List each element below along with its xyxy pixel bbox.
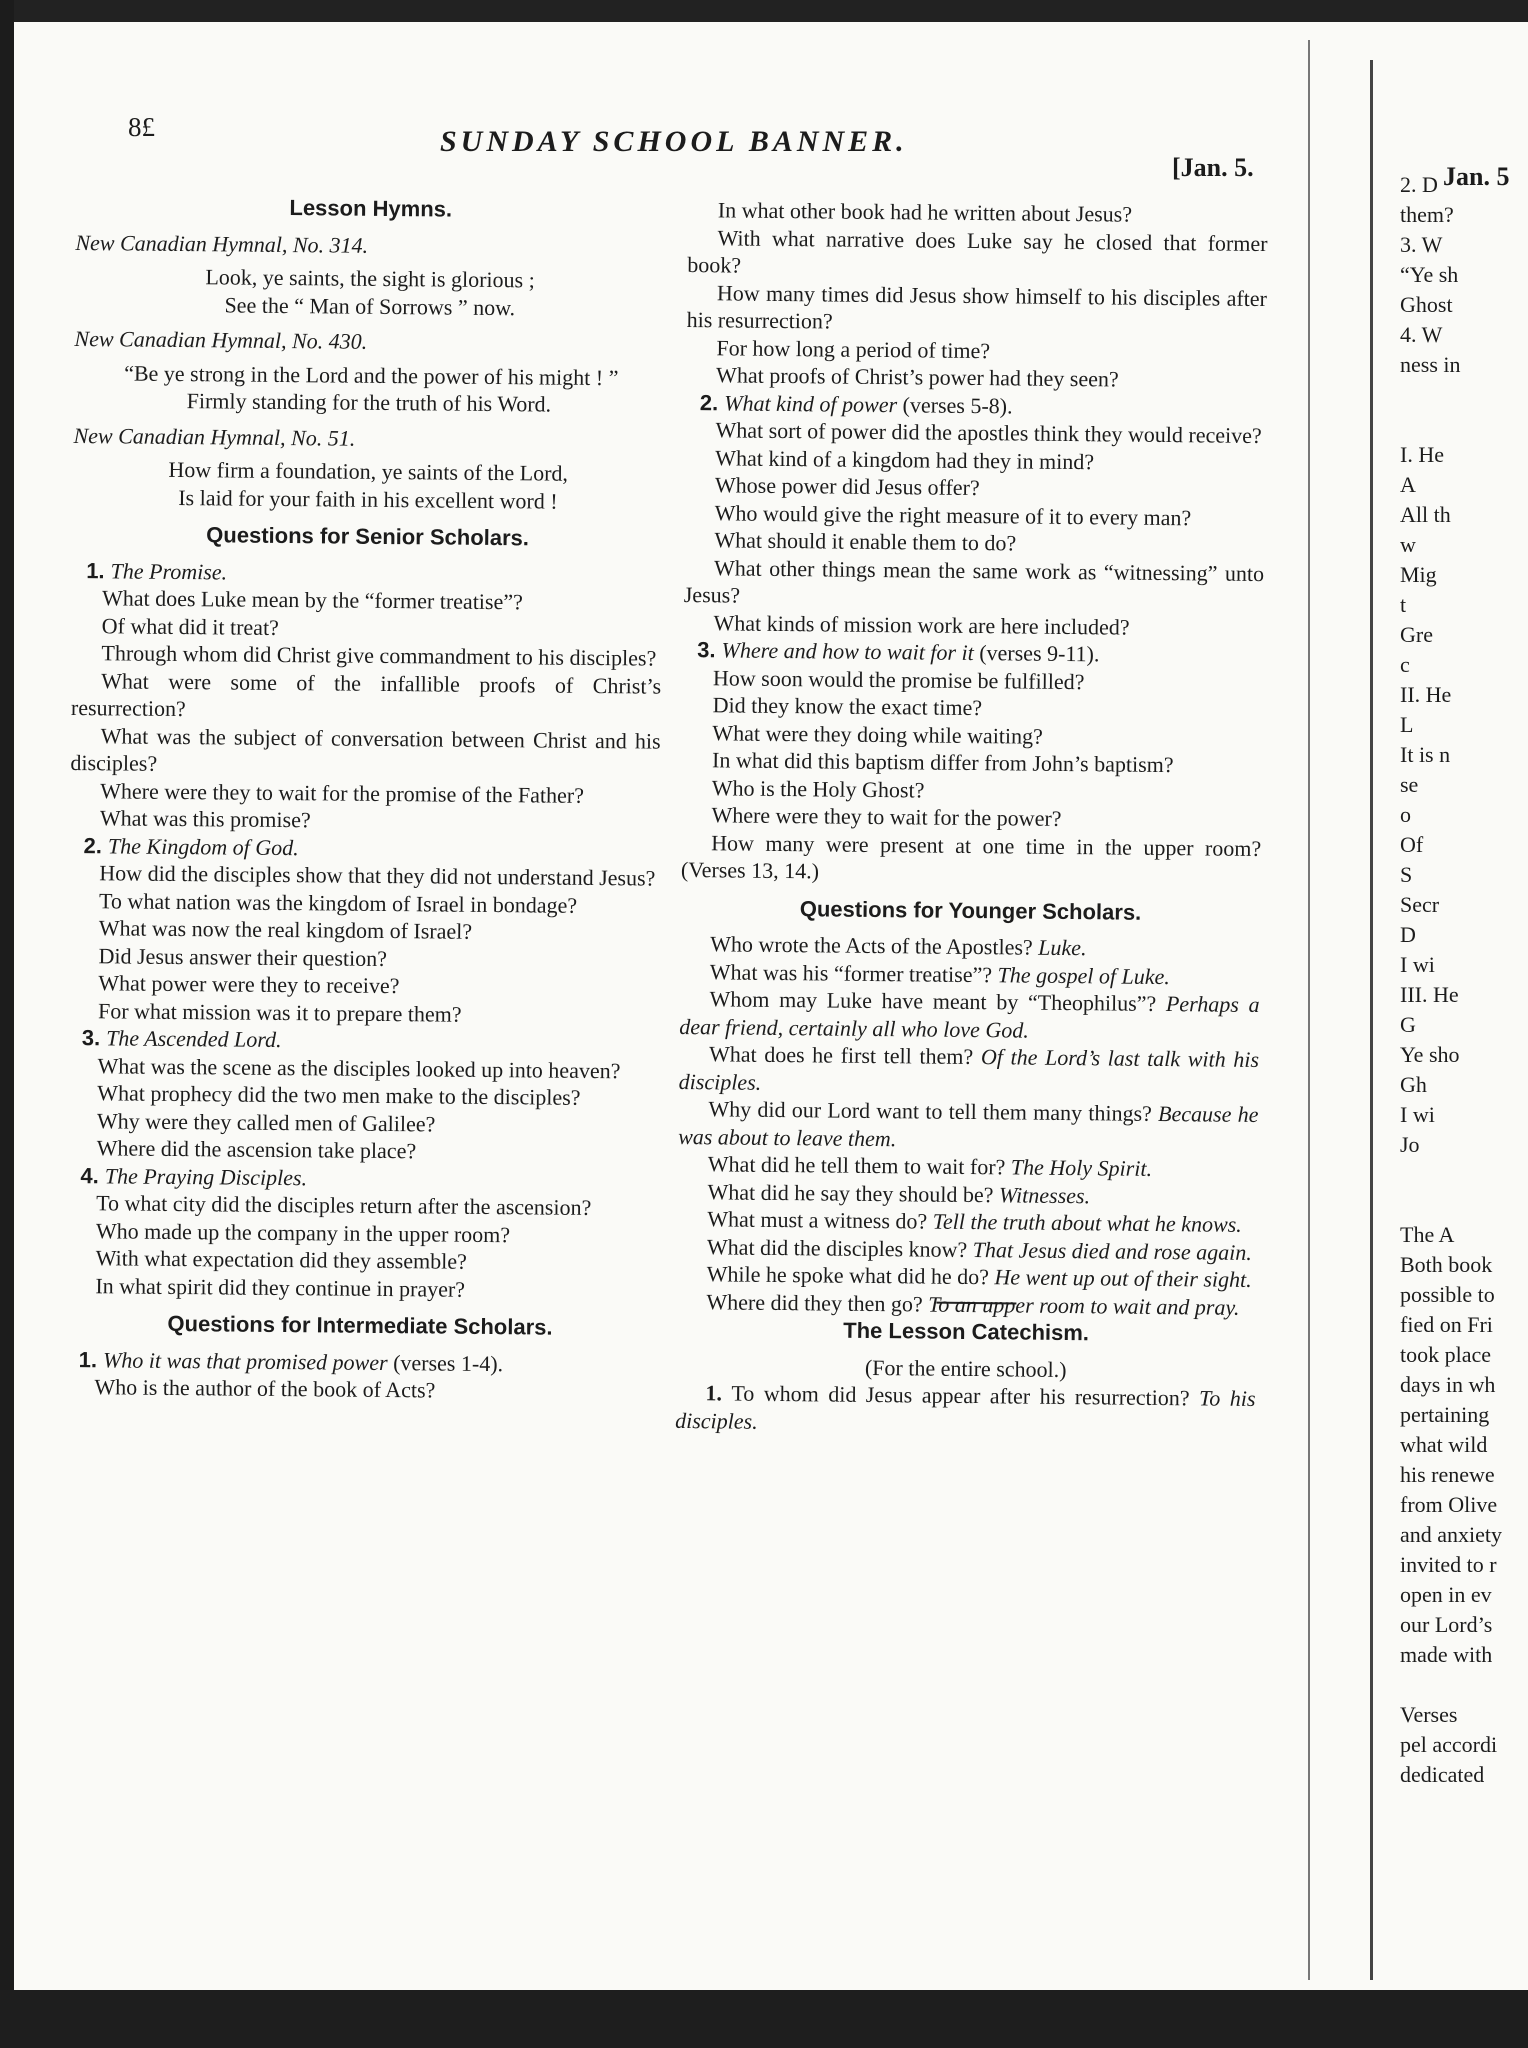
fragment-line: o [1400,802,1411,827]
question: What power were they to receive? [98,970,400,999]
fragment-line: II. He [1400,682,1452,707]
fragment-line: days in wh [1400,1372,1496,1397]
item-number: 1. [705,1380,732,1406]
section-title-text: The Ascended Lord. [106,1025,282,1053]
question: What did he tell them to wait for? [707,1151,1011,1180]
question: What other things mean the same work as “witnessing” unto Jesus? [683,554,1265,608]
fragment-line: Both book [1400,1252,1493,1277]
fragment-line: dedicated [1400,1762,1485,1787]
question: Why were they called men of Galilee? [96,1107,436,1136]
catechism-list [675,1379,1256,1440]
fragment-line: III. He [1400,982,1459,1007]
question: Why did our Lord want to tell them many things? [708,1096,1159,1126]
fragment-line: pel accordi [1400,1732,1498,1757]
question: To whom did Jesus appear after his resurrection? [731,1380,1200,1411]
fragment-line: Secr [1400,892,1440,917]
fragment-line: I wi [1400,952,1435,977]
fragment-line: Gh [1400,1072,1427,1097]
question: What were they doing while waiting? [712,719,1044,749]
question-answer [679,985,1260,1046]
section-title-text: The Praying Disciples. [104,1162,308,1190]
question: How many were present at one time in the upper room? (Verses 13, 14.) [680,829,1262,884]
hymn-line: Look, ye saints, the sight is glorious ; [205,264,535,293]
answer: Perhaps a dear friend, certainly all who love God. [679,991,1260,1043]
fragment-line: S [1400,862,1413,887]
fragment-line: All th [1400,502,1451,527]
question: What must a witness do? [707,1206,933,1234]
answer: Because he was about to leave them. [678,1100,1259,1151]
question: What was the subject of conversation between Christ and his disciples? [70,722,661,776]
fragment-line [1400,1670,1528,1700]
question: How many times did Jesus show himself to his disciples after his resurrection? [686,279,1268,334]
section-verse-ref: (verses 9-11). [979,640,1100,667]
question: How soon would the promise be fulfilled? [712,664,1085,694]
hymn-source: New Canadian Hymnal, No. 51. [73,422,356,451]
question: To what nation was the kingdom of Israel in bondage? [98,887,578,918]
fragment-line: Gre [1400,622,1433,647]
answer: Luke. [1038,934,1087,961]
question: For what mission was it to prepare them? [97,997,462,1027]
fragment-line: G [1400,1012,1416,1037]
question: With what expectation did they assemble? [95,1245,467,1274]
question: While he spoke what did he do? [706,1261,995,1290]
question: Of what did it treat? [101,612,280,640]
question: Who made up the company in the upper room? [95,1217,511,1247]
question: In what did this baptism differ from John’s baptism? [711,747,1174,778]
fragment-line: our Lord’s [1400,1612,1493,1637]
fragment-line: Of [1400,832,1424,857]
question: For how long a period of time? [716,334,991,363]
fragment-line: Mig [1400,562,1437,587]
question: What kind of a kingdom had they in mind? [715,444,1095,474]
section-number: 3. [81,1025,101,1051]
question: Who is the author of the book of Acts? [94,1374,436,1403]
hymn-line: Firmly standing for the truth of his Word. [186,388,552,417]
fragment-line: 3. W [1400,232,1443,257]
hymn-line: “Be ye strong in the Lord and the power of his might ! ” [124,359,619,390]
fragment-line: I. He [1400,442,1444,467]
fragment-line: from Olive [1400,1492,1498,1517]
scan-border-bottom [0,1990,1528,2048]
question: What was this promise? [99,805,311,833]
question: What was the scene as the disciples looked up into heaven? [97,1052,621,1083]
question: Did Jesus answer their question? [98,942,388,971]
question: What prophecy did the two men make to the disciples? [97,1080,581,1110]
answer: That Jesus died and rose again. [972,1236,1252,1265]
answer: Witnesses. [998,1181,1091,1208]
question: Who wrote the Acts of the Apostles? [710,931,1039,960]
question: Where did the ascension take place? [96,1135,417,1164]
fragment-line: A [1400,472,1416,497]
fragment-line: 2. D [1400,172,1438,197]
question: What should it enable them to do? [714,527,1017,556]
section-title-text: The Promise. [110,557,228,584]
scan-border-left [0,0,14,2048]
question: What does Luke mean by the “former treatise”? [101,585,523,615]
heading-lesson-catechism: The Lesson Catechism. [843,1317,1090,1346]
question: To what city did the disciples return after the ascension? [96,1190,592,1220]
fragment-line: w [1400,532,1416,557]
section-number: 1. [78,1346,98,1372]
fragment-line: open in ev [1400,1582,1492,1607]
fragment-line: took place [1400,1342,1492,1367]
intermediate-question-list-continued [681,196,1268,890]
fragment-line: The A [1400,1222,1455,1247]
question: With what narrative does Luke say he closed that former book? [687,224,1268,278]
fragment-line: fied on Fri [1400,1312,1493,1337]
fragment-line: t [1400,592,1407,617]
senior-question-list [65,556,662,1304]
section-title-text: What kind of power [724,389,903,417]
question-answer [678,1095,1259,1156]
heading-senior-scholars: Questions for Senior Scholars. [206,522,530,551]
question: Who would give the right measure of it to every man? [714,499,1192,530]
section-number: 2. [83,832,103,858]
fragment-line: made with [1400,1642,1493,1667]
fragment-line: them? [1400,202,1454,227]
fragment-line: Ye sho [1400,1042,1460,1067]
scan-border-top [0,0,1528,22]
catechism-subheading: (For the entire school.) [864,1354,1067,1382]
section-number: 2. [699,389,719,415]
hymn-line: How firm a foundation, ye saints of the Lord, [168,456,569,486]
fragment-line: c [1400,652,1410,677]
fragment-line [1400,380,1528,410]
fragment-line: se [1400,772,1419,797]
question-answer [679,1040,1260,1101]
fragment-line: D [1400,922,1416,947]
question: Where did they then go? [706,1288,929,1317]
hymn-line: Is laid for your faith in his excellent word ! [178,484,558,514]
page-gutter-shadow [1308,40,1310,1980]
answer: The gospel of Luke. [997,961,1171,989]
fragment-line: pertaining [1400,1402,1490,1427]
fragment-line: 4. W [1400,322,1443,347]
heading-younger-scholars: Questions for Younger Scholars. [799,895,1142,925]
running-head-title: SUNDAY SCHOOL BANNER. [440,125,908,158]
fragment-line: invited to r [1400,1552,1497,1577]
question: What kinds of mission work are here included? [713,609,1130,640]
question: Where were they to wait for the power? [711,802,1062,831]
heading-intermediate-scholars: Questions for Intermediate Scholars. [167,1310,553,1340]
answer: Of the Lord’s last talk with his disciples. [678,1044,1260,1095]
answer: He went up out of their sight. [994,1264,1252,1292]
section-number: 1. [86,557,105,583]
hymn-source: New Canadian Hymnal, No. 430. [74,325,368,354]
fragment-line: possible to [1400,1282,1495,1307]
fragment-line [1400,1160,1528,1190]
question: Who is the Holy Ghost? [711,774,925,803]
fragment-line: ness in [1400,352,1461,377]
intermediate-question-list [64,1345,655,1406]
answer: The Holy Spirit. [1010,1154,1153,1181]
question: What was now the real kingdom of Israel? [98,915,473,944]
section-number: 3. [697,637,716,663]
question: What sort of power did the apostles think they would receive? [715,417,1262,449]
question: Through whom did Christ give commandment to his disciples? [101,640,657,671]
question: What were some of the infallible proofs of Christ’s resurrection? [70,667,662,722]
section-title-text: Who it was that promised power [102,1346,394,1375]
right-column [675,196,1268,1440]
page-number: 8£ [128,112,155,142]
fragment-line: Verses [1400,1702,1458,1727]
facing-page-fragments [1400,170,1528,1790]
fragment-line: I wi [1400,1102,1435,1127]
hymn-source: New Canadian Hymnal, No. 314. [75,229,369,258]
fragment-line: “Ye sh [1400,262,1459,287]
left-column [64,182,666,1406]
section-title-text: Where and how to wait for it [721,637,980,666]
question: What proofs of Christ’s power had they seen? [715,362,1119,392]
fragment-line [1400,1190,1528,1220]
heading-lesson-hymns: Lesson Hymns. [289,195,453,222]
question: In what other book had he written about Jesus? [717,197,1133,227]
question: What did the disciples know? [706,1233,973,1262]
answer: To his disciples. [675,1385,1256,1434]
question: What did he say they should be? [707,1178,1000,1207]
fragment-line [1400,410,1528,440]
section-number: 4. [80,1162,99,1188]
question: Whose power did Jesus offer? [714,472,980,501]
younger-question-list [676,930,1260,1321]
catechism-item [675,1379,1256,1440]
question: How did the disciples show that they did not understand Jesus? [99,860,656,891]
question: Did they know the exact time? [712,692,983,721]
fragment-line: L [1400,712,1414,737]
fragment-line: Jo [1400,1132,1420,1157]
fragment-line: what wild [1400,1432,1488,1457]
section-title-text: The Kingdom of God. [107,832,299,860]
section-verse-ref: (verses 1-4). [393,1349,504,1376]
fragment-line: It is n [1400,742,1451,767]
answer: To an upper room to wait and pray. [928,1291,1240,1320]
fragment-line: and anxiety [1400,1522,1503,1547]
fragment-line: his renewe [1400,1462,1495,1487]
page-gutter [1370,60,1373,1980]
question: What does he first tell them? [708,1041,982,1070]
hymn-line: See the “ Man of Sorrows ” now. [224,291,516,320]
fragment-line: Ghost [1400,292,1453,317]
question: In what spirit did they continue in prayer? [95,1272,466,1302]
running-head-date: [Jan. 5. [1172,153,1254,182]
question: What was his “former treatise”? [709,958,998,987]
answer: Tell the truth about what he knows. [932,1208,1242,1237]
question: Where were they to wait for the promise of the Father? [100,777,585,808]
section-verse-ref: (verses 5-8). [902,391,1013,418]
facing-page-date: Jan. 5 [1443,162,1510,191]
question: Whom may Luke have meant by “Theophilus”? [709,986,1167,1017]
